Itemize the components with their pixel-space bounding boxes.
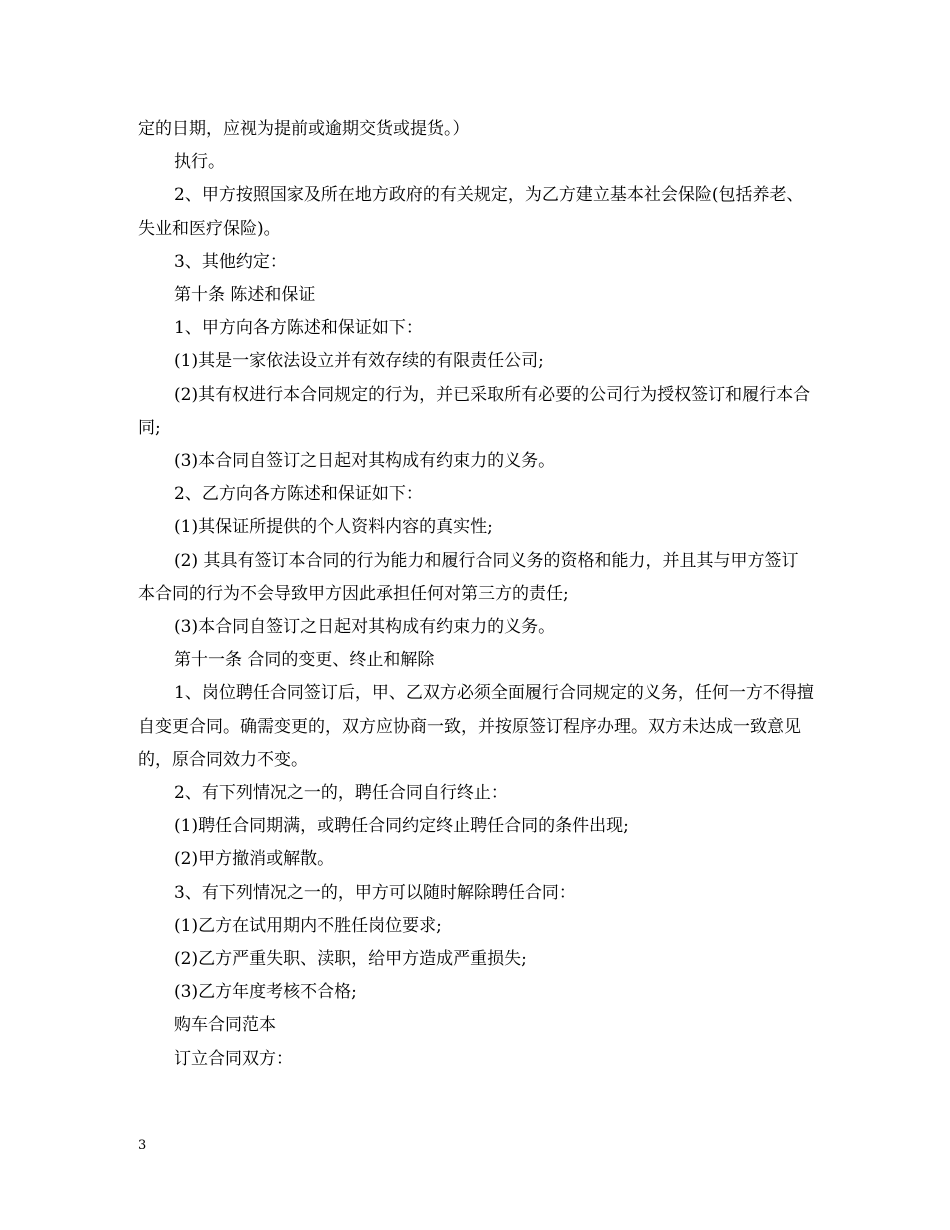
paragraph: 定的日期，应视为提前或逾期交货或提货。） — [138, 119, 470, 139]
paragraph: (1)聘任合同期满，或聘任合同约定终止聘任合同的条件出现; — [174, 816, 629, 837]
document-body — [138, 113, 814, 1076]
paragraph: (2)乙方严重失职、渎职，给甲方造成严重损失; — [174, 949, 527, 970]
paragraph: 2、有下列情况之一的，聘任合同自行终止： — [174, 783, 508, 804]
paragraph: 执行。 — [174, 152, 225, 173]
paragraph: 订立合同双方： — [174, 1048, 293, 1069]
paragraph: 3、有下列情况之一的，甲方可以随时解除聘任合同： — [174, 882, 576, 903]
page-number: 3 — [138, 1138, 147, 1153]
paragraph: 1、甲方向各方陈述和保证如下： — [174, 318, 423, 339]
paragraph: (2) 其具有签订本合同的行为能力和履行合同义务的资格和能力，并且其与甲方签订本合同的行为不会导致甲方因此承担任何对第三方的责任; — [138, 550, 799, 604]
paragraph: 第十一条 合同的变更、终止和解除 — [174, 650, 435, 671]
paragraph: (1)其是一家依法设立并有效存续的有限责任公司; — [174, 351, 544, 372]
paragraph: (3)本合同自签订之日起对其构成有约束力的义务。 — [174, 451, 556, 472]
paragraph: 2、甲方按照国家及所在地方政府的有关规定，为乙方建立基本社会保险(包括养老、失业和医疗保险)。 — [138, 185, 804, 239]
paragraph: (1)其保证所提供的个人资料内容的真实性; — [174, 517, 493, 538]
paragraph: (3)本合同自签订之日起对其构成有约束力的义务。 — [174, 617, 556, 638]
paragraph: (2)其有权进行本合同规定的行为，并已采取所有必要的公司行为授权签订和履行本合同; — [138, 384, 811, 438]
paragraph: (2)甲方撤消或解散。 — [174, 849, 335, 870]
paragraph: 购车合同范本 — [174, 1015, 276, 1036]
paragraph: 2、乙方向各方陈述和保证如下： — [174, 484, 423, 505]
paragraph: (1)乙方在试用期内不胜任岗位要求; — [174, 915, 442, 936]
paragraph: 1、岗位聘任合同签订后，甲、乙双方必须全面履行合同规定的义务，任何一方不得擅自变更合同。确需变更的，双方应协商一致，并按原签订程序办理。双方未达成一致意见的，原合同效力不变。 — [138, 683, 814, 770]
paragraph: 3、其他约定： — [174, 251, 287, 272]
paragraph: 第十条 陈述和保证 — [174, 285, 316, 306]
paragraph: (3)乙方年度考核不合格; — [174, 982, 357, 1003]
